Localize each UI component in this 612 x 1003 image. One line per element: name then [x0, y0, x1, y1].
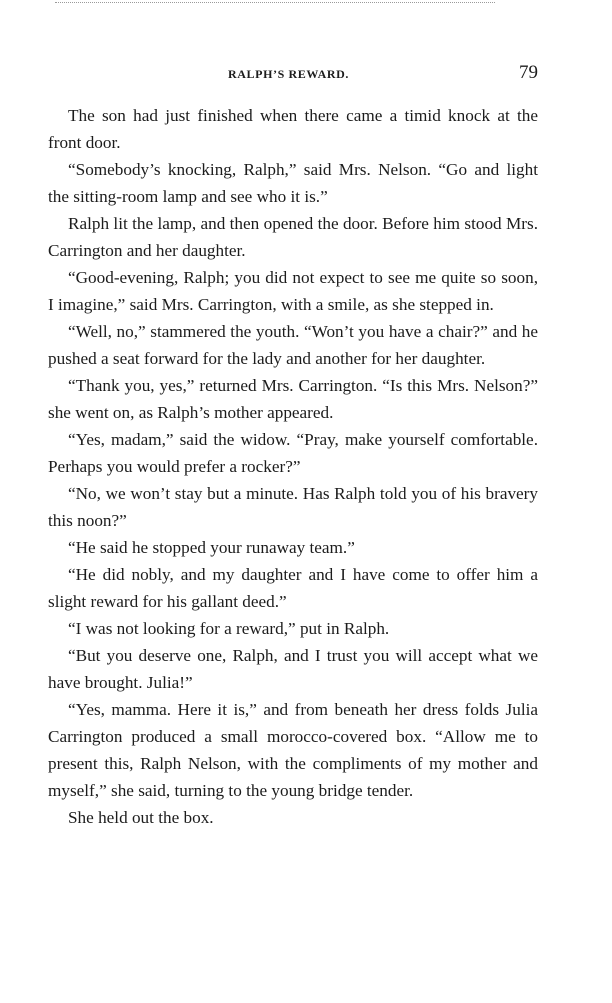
paragraph: She held out the box.	[68, 808, 214, 827]
paragraph: “He said he stopped your runaway team.”	[68, 538, 355, 557]
paragraph: “Yes, mamma. Here it is,” and from beneath her dress folds Julia Carrington produced a small morocco-covered box. “Allow me to present this, Ralph Nelson, with the compliments of my mother and myself,” she said, turning to the young bridge tender.	[48, 700, 538, 800]
body-text	[48, 102, 538, 831]
paragraph: “Good-evening, Ralph; you did not expect to see me quite so soon, I imagine,” said Mrs. Carrington, with a smile, as she stepped in.	[48, 268, 538, 314]
paragraph: Ralph lit the lamp, and then opened the door. Before him stood Mrs. Carrington and her daughter.	[48, 214, 538, 260]
paragraph: “No, we won’t stay but a minute. Has Ralph told you of his bravery this noon?”	[48, 484, 538, 530]
paragraph: “But you deserve one, Ralph, and I trust you will accept what we have brought. Julia!”	[48, 646, 538, 692]
paragraph: “He did nobly, and my daughter and I have come to offer him a slight reward for his gallant deed.”	[48, 565, 538, 611]
paragraph: “Well, no,” stammered the youth. “Won’t you have a chair?” and he pushed a seat forward for the lady and another for her daughter.	[48, 322, 538, 368]
scan-edge-rule	[55, 2, 495, 3]
page-header	[48, 62, 538, 86]
page-number: 79	[519, 62, 538, 83]
paragraph: The son had just finished when there came a timid knock at the front door.	[48, 106, 538, 152]
running-title: RALPH’S REWARD.	[228, 67, 350, 81]
paragraph: “I was not looking for a reward,” put in Ralph.	[68, 619, 390, 638]
paragraph: “Yes, madam,” said the widow. “Pray, make yourself comfortable. Perhaps you would prefer a rocker?”	[48, 430, 538, 476]
paragraph: “Thank you, yes,” returned Mrs. Carrington. “Is this Mrs. Nelson?” she went on, as Ralph’s mother appeared.	[48, 376, 538, 422]
paragraph: “Somebody’s knocking, Ralph,” said Mrs. Nelson. “Go and light the sitting-room lamp and see who it is.”	[48, 160, 538, 206]
